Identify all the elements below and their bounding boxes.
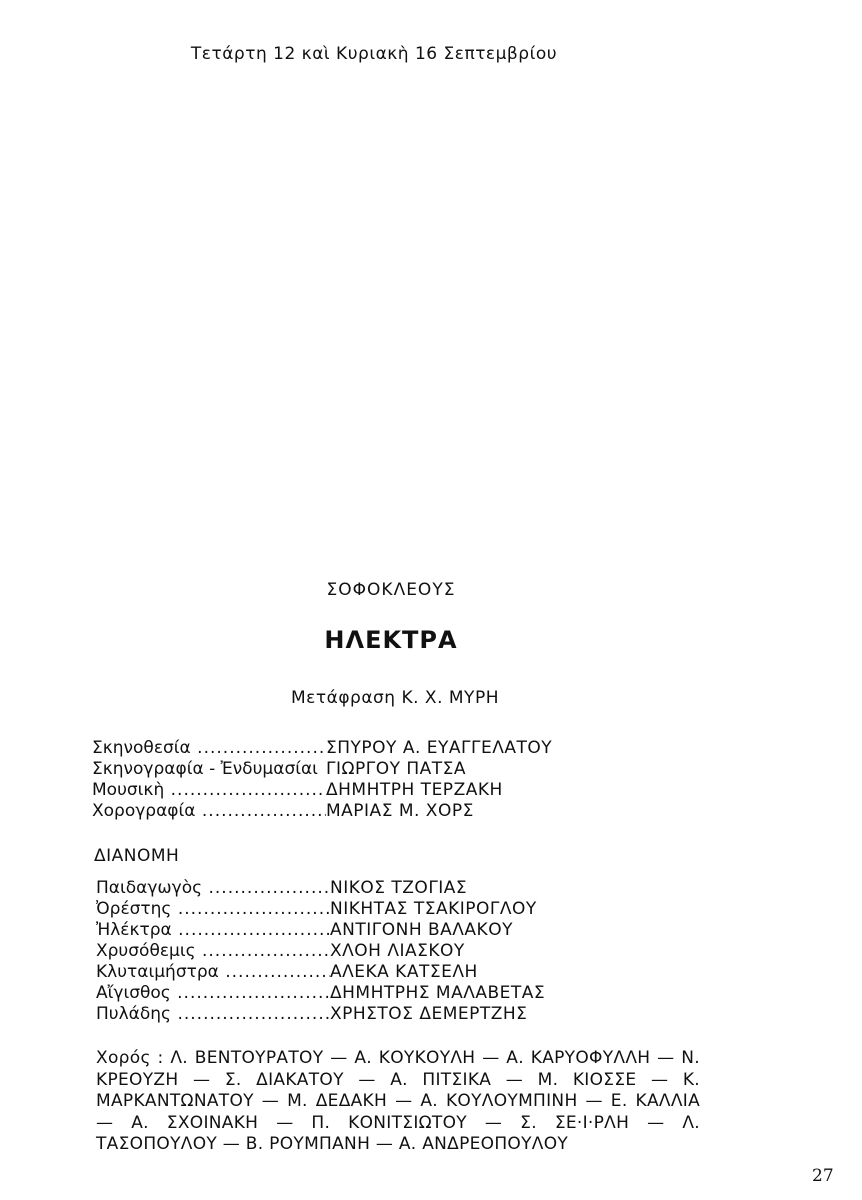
credit-row <box>92 801 692 822</box>
cast-row <box>96 941 696 962</box>
cast-actor: ΝΙΚΟΣ ΤΖΟΓΙΑΣ <box>330 878 468 898</box>
credit-role: Μουσικὴ ..... <box>92 780 326 801</box>
cast-actor: ΔΗΜΗΤΡΗΣ ΜΑΛΑΒΕΤΑΣ <box>330 983 546 1003</box>
cast-row <box>96 983 696 1004</box>
translation-credit: Μετάφραση Κ. Χ. ΜΥΡΗ <box>291 688 499 708</box>
cast-actor: ΑΛΕΚΑ ΚΑΤΣΕΛΗ <box>330 962 478 982</box>
play-title: ΗΛΕΚΤΡΑ <box>324 626 458 654</box>
cast-actor: ΝΙΚΗΤΑΣ ΤΣΑΚΙΡΟΓΛΟΥ <box>330 899 537 919</box>
credit-role: Χορογραφία ..... <box>92 801 326 822</box>
credit-row <box>92 780 692 801</box>
cast-row <box>96 962 696 983</box>
cast-role: Παιδαγωγὸς ..... <box>96 878 330 899</box>
credit-role: Σκηνοθεσία ..... <box>92 738 326 759</box>
cast-role: Πυλάδης ..... <box>96 1004 330 1025</box>
cast-actor: ΧΛΟΗ ΛΙΑΣΚΟΥ <box>330 941 465 961</box>
cast-row <box>96 1004 696 1025</box>
performance-dates: Τετάρτη 12 καὶ Κυριακὴ 16 Σεπτεμβρίου <box>190 44 558 64</box>
credit-person: ΜΑΡΙΑΣ Μ. ΧΟΡΣ <box>326 801 474 821</box>
credit-person: ΔΗΜΗΤΡΗ ΤΕΡΖΑΚΗ <box>326 780 503 800</box>
cast-role: Χρυσόθεμις ..... <box>96 941 330 962</box>
cast-role: Αἴγισθος ..... <box>96 983 330 1004</box>
credit-row <box>92 738 692 759</box>
cast-actor: ΑΝΤΙΓΟΝΗ ΒΑΛΑΚΟΥ <box>330 920 513 940</box>
cast-role: Κλυταιμήστρα ..... <box>96 962 330 983</box>
cast-row <box>96 899 696 920</box>
chorus-members: Χορός : Λ. ΒΕΝΤΟΥΡΑΤΟΥ — Α. ΚΟΥΚΟΥΛΗ — Α. ΚΑΡΥΟΦΥΛΛΗ — Ν. ΚΡΕΟΥΖΗ — Σ. ΔΙΑΚΑΤΟΥ — Α. ΠΙΤΣΙΚΑ — Μ. ΚΙΟΣΣΕ — Κ. ΜΑΡΚΑΝΤΩΝΑΤΟΥ — Μ. ΔΕΔΑΚΗ — Α. ΚΟΥΛΟΥΜΠΙΝΗ — Ε. ΚΑΛΛΙΑ — Α. ΣΧΟΙΝΑΚΗ — Π. ΚΟΝΙΤΣΙΩΤΟΥ — Σ. ΣΕ·Ι·ΡΛΗ — Λ. ΤΑΣΟΠΟΥΛΟΥ — Β. ΡΟΥΜΠΑΝΗ — Α. ΑΝΔΡΕΟΠΟΥΛΟΥ <box>96 1048 700 1154</box>
cast-row <box>96 878 696 899</box>
cast-actor: ΧΡΗΣΤΟΣ ΔΕΜΕΡΤΖΗΣ <box>330 1004 528 1024</box>
cast-role: Ὀρέστης ..... <box>96 899 330 920</box>
credit-person: ΓΙΩΡΓΟΥ ΠΑΤΣΑ <box>326 759 467 779</box>
page-number: 27 <box>812 1166 834 1186</box>
cast-row <box>96 920 696 941</box>
cast-role: Ἠλέκτρα ..... <box>96 920 330 941</box>
cast-heading: ΔΙΑΝΟΜΗ <box>94 846 180 866</box>
cast-list <box>96 878 696 1025</box>
credit-row <box>92 759 692 780</box>
credit-role: Σκηνογραφία - Ἐνδυμασίαι ..... <box>92 759 326 780</box>
author-name: ΣΟΦΟΚΛΕΟΥΣ <box>326 580 456 600</box>
production-credits <box>92 738 692 822</box>
credit-person: ΣΠΥΡΟΥ Α. ΕΥΑΓΓΕΛΑΤΟΥ <box>326 738 553 758</box>
